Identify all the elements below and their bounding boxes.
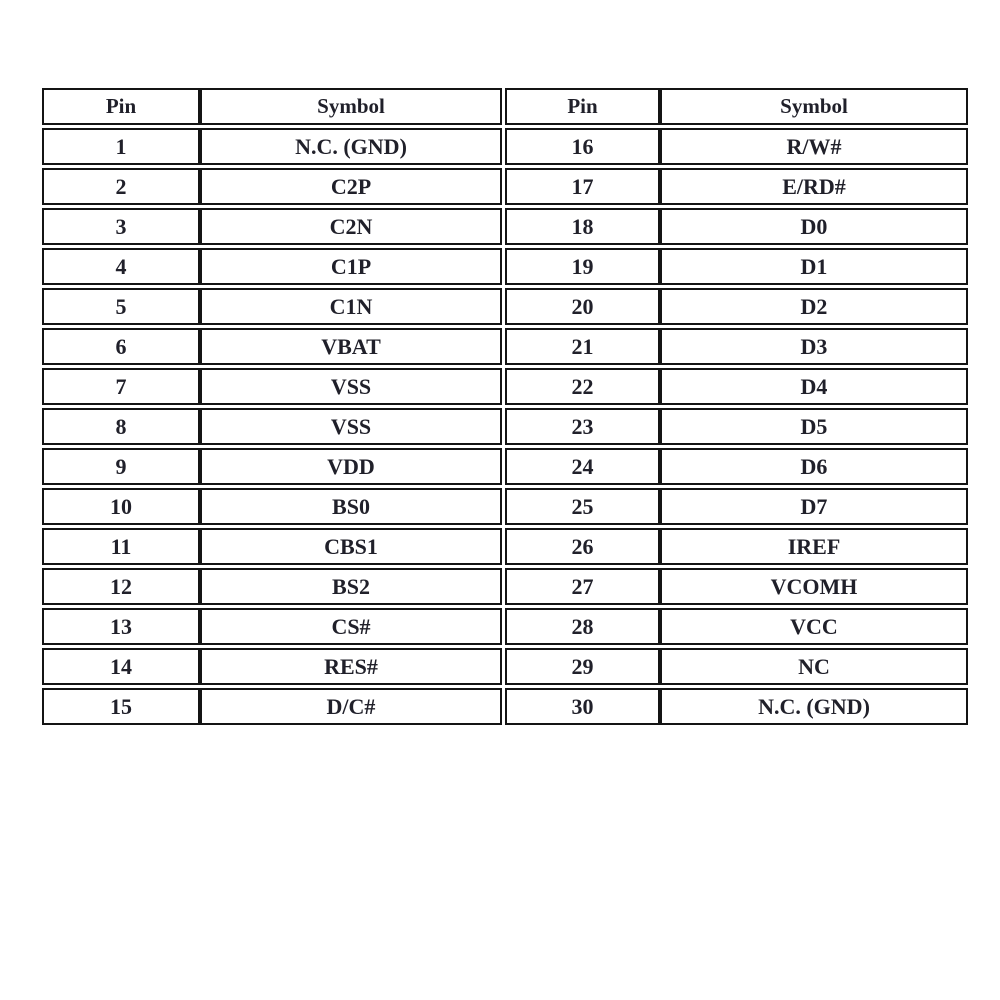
pin-cell: 20 [505,288,660,325]
pin-table-left-header [42,88,502,125]
table-row [42,208,502,245]
pin-cell: 8 [42,408,200,445]
symbol-column-header: Symbol [660,88,968,125]
pin-cell: 5 [42,288,200,325]
symbol-cell: R/W# [660,128,968,165]
header-row [505,88,968,125]
table-row [505,248,968,285]
pin-table-right-body [505,128,968,725]
table-row [505,128,968,165]
table-row [42,128,502,165]
pin-cell: 25 [505,488,660,525]
symbol-cell: RES# [200,648,502,685]
symbol-cell: CS# [200,608,502,645]
table-row [505,288,968,325]
table-row [42,688,502,725]
symbol-cell: BS0 [200,488,502,525]
pin-column-header: Pin [42,88,200,125]
pin-table-left [42,85,502,728]
symbol-cell: D5 [660,408,968,445]
symbol-cell: D/C# [200,688,502,725]
table-row [505,568,968,605]
symbol-cell: C2P [200,168,502,205]
symbol-cell: VSS [200,408,502,445]
pin-cell: 17 [505,168,660,205]
symbol-cell: VSS [200,368,502,405]
pin-assignment-tables [42,85,968,728]
pin-cell: 14 [42,648,200,685]
table-row [505,328,968,365]
pin-cell: 18 [505,208,660,245]
pin-cell: 21 [505,328,660,365]
symbol-cell: D6 [660,448,968,485]
pin-cell: 29 [505,648,660,685]
symbol-cell: IREF [660,528,968,565]
pin-cell: 16 [505,128,660,165]
pin-cell: 27 [505,568,660,605]
pin-cell: 4 [42,248,200,285]
symbol-column-header: Symbol [200,88,502,125]
symbol-cell: C1N [200,288,502,325]
pin-cell: 19 [505,248,660,285]
table-row [505,528,968,565]
symbol-cell: C2N [200,208,502,245]
symbol-cell: VBAT [200,328,502,365]
pin-cell: 10 [42,488,200,525]
table-row [42,328,502,365]
symbol-cell: VCOMH [660,568,968,605]
symbol-cell: C1P [200,248,502,285]
pin-cell: 26 [505,528,660,565]
table-row [505,208,968,245]
header-row [42,88,502,125]
pin-cell: 28 [505,608,660,645]
table-row [505,168,968,205]
table-row [42,608,502,645]
symbol-cell: NC [660,648,968,685]
table-row [42,408,502,445]
table-row [42,488,502,525]
table-row [505,448,968,485]
table-row [505,648,968,685]
pin-table-left-body [42,128,502,725]
table-row [505,368,968,405]
symbol-cell: D1 [660,248,968,285]
table-row [42,568,502,605]
symbol-cell: D3 [660,328,968,365]
symbol-cell: N.C. (GND) [200,128,502,165]
pin-column-header: Pin [505,88,660,125]
symbol-cell: BS2 [200,568,502,605]
symbol-cell: N.C. (GND) [660,688,968,725]
pin-cell: 30 [505,688,660,725]
pin-table-right-header [505,88,968,125]
table-row [505,488,968,525]
symbol-cell: D0 [660,208,968,245]
pin-cell: 6 [42,328,200,365]
pin-cell: 1 [42,128,200,165]
table-row [42,448,502,485]
table-row [42,248,502,285]
symbol-cell: D2 [660,288,968,325]
table-row [42,528,502,565]
pin-cell: 22 [505,368,660,405]
symbol-cell: VDD [200,448,502,485]
symbol-cell: D4 [660,368,968,405]
pin-cell: 24 [505,448,660,485]
pin-cell: 23 [505,408,660,445]
table-row [42,648,502,685]
symbol-cell: D7 [660,488,968,525]
pin-cell: 9 [42,448,200,485]
pin-cell: 15 [42,688,200,725]
symbol-cell: E/RD# [660,168,968,205]
pin-cell: 7 [42,368,200,405]
pin-cell: 2 [42,168,200,205]
pin-cell: 13 [42,608,200,645]
table-row [42,288,502,325]
table-row [42,368,502,405]
symbol-cell: VCC [660,608,968,645]
pin-table-right [505,85,968,728]
symbol-cell: CBS1 [200,528,502,565]
table-row [505,688,968,725]
table-row [505,608,968,645]
pin-cell: 11 [42,528,200,565]
pin-cell: 12 [42,568,200,605]
pin-cell: 3 [42,208,200,245]
table-row [42,168,502,205]
table-row [505,408,968,445]
